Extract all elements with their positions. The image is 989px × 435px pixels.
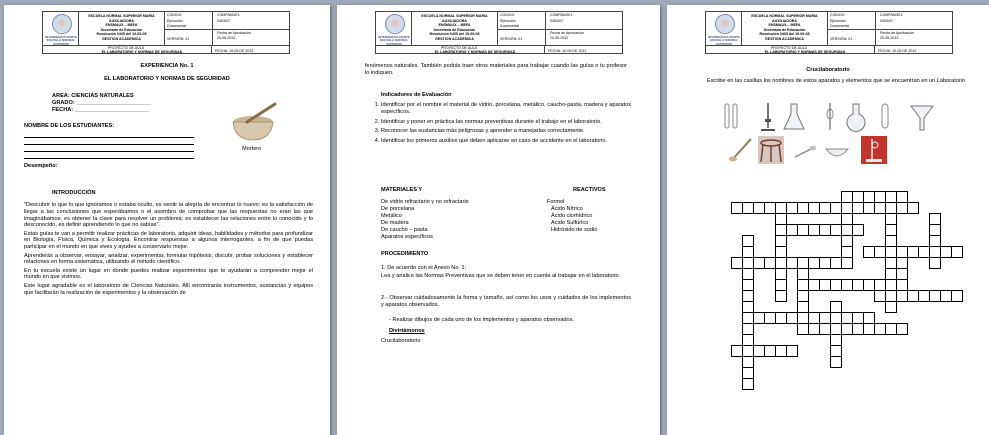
- crossword-cell[interactable]: [830, 224, 842, 236]
- crossword-cell[interactable]: [786, 345, 798, 357]
- flask-icon: [843, 102, 869, 132]
- materials-item: De porcelana: [381, 206, 415, 212]
- crossword-cell[interactable]: [951, 246, 963, 258]
- topic-label: EL LABORATORIO Y NORMAS DE SEGURIDAD: [101, 49, 183, 54]
- tripod-icon: [757, 135, 785, 165]
- code-values: COMPANGE1 0453/07 Fecha de Aprobación 20-05-2012: [876, 12, 952, 46]
- evaporating-dish-icon: [823, 135, 851, 165]
- materials-item: De caucho – pasta: [381, 227, 428, 233]
- materials-title: MATERIALES Y: [381, 187, 423, 193]
- burette-icon: [755, 102, 781, 132]
- stand-clamp-icon: [860, 135, 888, 165]
- indicators-title: Indicadores de Evaluación: [381, 92, 452, 98]
- materials-item: Metálico: [381, 213, 402, 219]
- area-label: AREA: CIENCIAS NATURALES: [52, 93, 134, 99]
- crossword-cell[interactable]: [841, 257, 853, 269]
- crossword-cell[interactable]: [819, 323, 831, 335]
- date-label: FECHA: 10-05 DE 2012: [215, 49, 254, 53]
- code-labels: CODIGO Ejecución Documental VERSIÓN: 01: [828, 12, 876, 46]
- divirtamonos-label: Divirtámonos: [389, 328, 425, 334]
- crossword-cell[interactable]: [885, 301, 897, 313]
- document-page-1: [4, 5, 330, 435]
- crossword-cell[interactable]: [852, 224, 864, 236]
- project-label: PROYECTO DE AULA: [440, 46, 478, 50]
- procedure-step: - Realizar dibujos de cada uno de los implementos y aparatos observados.: [389, 317, 575, 323]
- desempeno-label: Desempeño:: [24, 163, 58, 169]
- materials-item: De madera: [381, 220, 409, 226]
- date-label: FECHA: 10-05 DE 2012: [548, 49, 587, 53]
- crossword-cell[interactable]: [874, 290, 886, 302]
- crossword-cell[interactable]: [764, 257, 776, 269]
- intro-continuation: fenómenos naturales. También podrás traer otros materiales para trabajar cuando las guías o tu profesor lo indiquen.: [365, 63, 627, 76]
- school-logo: INTENDENCIA NORTE ESCUELA NORMAL SUPERIOR: [706, 12, 742, 46]
- indicator-item: 2. Identificar y poner en práctica las normas preventivas durante el trabajo en el laboratorio.: [381, 119, 631, 126]
- school-logo: INTENDENCIA NORTE ESCUELA NORMAL SUPERIOR: [376, 12, 412, 46]
- procedure-title: PROCEDIMIENTO: [381, 251, 429, 257]
- experience-subtitle: EL LABORATORIO Y NORMAS DE SEGURIDAD: [104, 76, 230, 82]
- crossword-cell[interactable]: [786, 312, 798, 324]
- mortar-image: [225, 100, 281, 142]
- indicator-item: 4. Identificar los primeros auxilios que deben aplicarse en caso de accidente en el laboratorio.: [381, 138, 631, 145]
- materials-item: Aparatos específicos: [381, 234, 433, 240]
- document-header: [705, 11, 953, 54]
- date-label: FECHA: 10-05 DE 2012: [878, 49, 917, 53]
- code-labels: CODIGO Ejecución Documental VERSIÓN: 01: [165, 12, 213, 46]
- mortar-caption: Mortero: [242, 146, 262, 152]
- reagents-item: Ácido clorhídrico: [551, 213, 593, 219]
- crossword-cell[interactable]: [742, 246, 754, 258]
- crossword-cell[interactable]: [731, 345, 743, 357]
- reagents-item: Acido Sulfúrico: [551, 220, 589, 226]
- erlenmeyer-flask-icon: [781, 102, 807, 132]
- pipette-icon: [817, 102, 843, 132]
- materials-item: De vidrio refractario y no refractario: [381, 199, 469, 205]
- topic-label: EL LABORATORIO Y NORMAS DE SEGURIDAD: [434, 49, 516, 54]
- indicators-list: [381, 102, 631, 148]
- crossword-instruction: Escribe en las casillas los nombres de estos aparatos y elementos que se encuentran en un Laboratorio: [707, 78, 966, 84]
- test-tube-icon: [873, 102, 899, 132]
- reagents-item: Formol: [547, 199, 565, 205]
- indicator-item: 1. Identificar por el nombre el material de vidrio, porcelana, metálico, caucho-pasta, madera y aparatos específicos.: [381, 102, 631, 116]
- spatula-icon: [727, 135, 755, 165]
- institution-block: ESCUELA NORMAL SUPERIOR MARIA AUXILIADORA ENSMAUX – MEFA Secretaría de Educación Resolución 0435 del 10-09-08 GESTION ACADEMICA: [79, 12, 165, 46]
- procedure-step: Lea y analice las Normas Preventivas que se deben tener en cuenta al trabajar en el laboratorio.: [381, 273, 621, 279]
- document-header: [42, 11, 290, 54]
- crossword-cell[interactable]: [830, 356, 842, 368]
- code-values: COMPANGE1 0453/07 Fecha de Aprobación 20-05-2012: [213, 12, 289, 46]
- crossword-cell[interactable]: [929, 257, 941, 269]
- intro-text: "Descubrir lo que lo que ignoramos o estaba oculto, es sentir la alegría de encontrar lo nuevo; es la satisfacción de llegar a las conclusiones que esperábamos o el asombro de comprobar que las respuestas no eran las que imaginábamos; es obtener la clave para resolver un problema; es establecer las relaciones entre lo conocido y lo desconocido, es definir aprendiendo lo que no sabías". Estas guías te van a permitir realizar prácticas de laboratorio, adquirir ideas, habilidades y métodos para profundizar en Biología, Física, Química y Ecología. Encontrar respuestas a algunos interrogantes, a fin de que puedas participar en el mundo en que vives y ayudes a conservarlo mejor. Aprenderás a observar, ensayar, analizar, experimentar, formular hipótesis, discutir, probar soluciones y establecer relaciones en forma sistemática, utilizando el método científico. En tu escuela existe un lugar en donde puedes realizar experimentos que te ayudarán a comprender mejor el mundo en que vivimos. Este lugar agradable es el laboratorio de Ciencias Naturales. Allí encontrarás instrumentos, sustancias y equipos que facilitarán la realización de experimentos y la observación de: [24, 202, 313, 296]
- reagents-title: REACTIVOS: [573, 187, 606, 193]
- topic-label: EL LABORATORIO Y NORMAS DE SEGURIDAD: [764, 49, 846, 54]
- fecha-label: FECHA: ________________________: [52, 107, 150, 113]
- experience-title: EXPERIENCIA No. 1: [140, 63, 194, 69]
- code-labels: CODIGO Ejecución Documental VERSIÓN: 01: [498, 12, 546, 46]
- indicator-item: 3. Reconocer las sustancias más peligrosas y aprender a manejarlas correctamente.: [381, 128, 631, 135]
- crossword-title: Crucilaboratorio: [806, 67, 850, 73]
- crossword-cell[interactable]: [918, 246, 930, 258]
- crossword-cell[interactable]: [907, 202, 919, 214]
- document-page-3: [667, 5, 989, 435]
- document-page-2: [337, 5, 660, 435]
- crossword-cell[interactable]: [896, 323, 908, 335]
- school-logo: INTENDENCIA NORTE ESCUELA NORMAL SUPERIOR: [43, 12, 79, 46]
- crossword-cell[interactable]: [742, 378, 754, 390]
- procedure-step: 2.- Observar cuidadosamente la forma y tamaño, así como los usos y cuidados de los implementos y aparatos observados.: [381, 295, 631, 308]
- students-label: NOMBRE DE LOS ESTUDIANTES:: [24, 123, 115, 129]
- funnel-icon: [909, 102, 935, 132]
- grado-label: GRADO: ________________________: [52, 100, 151, 106]
- project-label: PROYECTO DE AULA: [107, 46, 145, 50]
- spoon-spatula-icon: [791, 135, 819, 165]
- intro-title: INTRODUCCIÓN: [52, 190, 96, 196]
- document-header: [375, 11, 623, 54]
- procedure-step: 1. De acuerdo con el Anexo No. 1:: [381, 265, 467, 271]
- test-tube-icon: [719, 102, 745, 132]
- reagents-item: Hidróxido de sodio: [551, 227, 598, 233]
- project-label: PROYECTO DE AULA: [770, 46, 808, 50]
- crossword-cell[interactable]: [951, 290, 963, 302]
- crossword-cell[interactable]: [775, 290, 787, 302]
- crossword-cell[interactable]: [874, 246, 886, 258]
- institution-block: ESCUELA NORMAL SUPERIOR MARIA AUXILIADORA ENSMAUX – MEFA Secretaría de Educación Resolución 0435 del 10-09-08 GESTION ACADEMICA: [412, 12, 498, 46]
- institution-block: ESCUELA NORMAL SUPERIOR MARIA AUXILIADORA ENSMAUX – MEFA Secretaría de Educación Resolución 0435 del 10-09-08 GESTION ACADEMICA: [742, 12, 828, 46]
- code-values: COMPANGE1 0453/07 Fecha de Aprobación 20-05-2012: [546, 12, 622, 46]
- reagents-item: Ácido Nítrico: [551, 206, 583, 212]
- crucilab-label: Crucilaboratorio: [381, 338, 421, 344]
